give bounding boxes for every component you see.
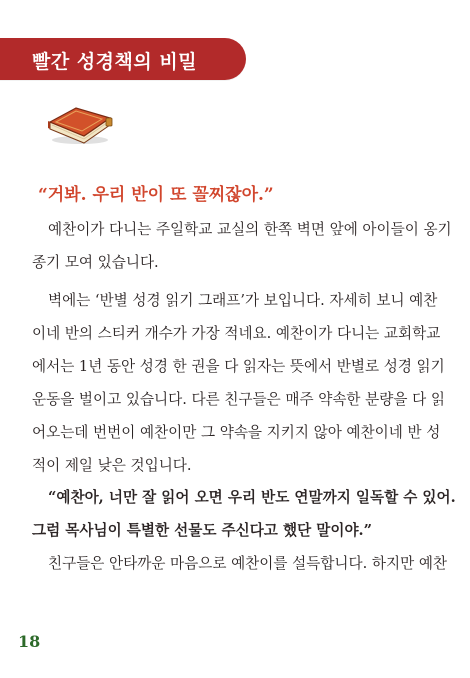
text-line: 어오는데 번번이 예찬이만 그 약속을 지키지 않아 예찬이네 반 성: [32, 424, 441, 441]
text-line: “예찬아, 너만 잘 읽어 오면 우리 반도 연말까지 일독할 수 있어.: [48, 489, 456, 506]
paragraph-2: [32, 284, 445, 482]
paragraph-4: [32, 547, 448, 580]
text-line: 벽에는 ‘반별 성경 읽기 그래프’가 보입니다. 자세히 보니 예찬: [48, 292, 438, 309]
text-line: 에서는 1년 동안 성경 한 권을 다 읽자는 뜻에서 반별로 성경 읽기: [32, 358, 445, 375]
text-line: 예찬이가 다니는 주일학교 교실의 한쪽 벽면 앞에 아이들이 옹기: [48, 221, 452, 238]
text-line: 종기 모여 있습니다.: [32, 254, 159, 271]
quoted-headline: “거봐. 우리 반이 또 꼴찌잖아.”: [38, 185, 274, 205]
page-number: 18: [18, 632, 41, 651]
red-bible-book-icon: [44, 100, 116, 146]
text-line: 그럼 목사님이 특별한 선물도 주신다고 했단 말이야.”: [32, 522, 373, 539]
text-line: 이네 반의 스티커 개수가 가장 적네요. 예찬이가 다니는 교회학교: [32, 325, 441, 342]
text-line: 적이 제일 낮은 것입니다.: [32, 457, 192, 474]
paragraph-3-dialogue: [32, 481, 456, 547]
text-line: 친구들은 안타까운 마음으로 예찬이를 설득합니다. 하지만 예찬: [48, 555, 448, 572]
paragraph-1: [32, 213, 452, 279]
chapter-title: 빨간 성경책의 비밀: [32, 51, 198, 73]
text-line: 운동을 벌이고 있습니다. 다른 친구들은 매주 약속한 분량을 다 읽: [32, 391, 445, 408]
chapter-header-banner: [0, 38, 246, 80]
